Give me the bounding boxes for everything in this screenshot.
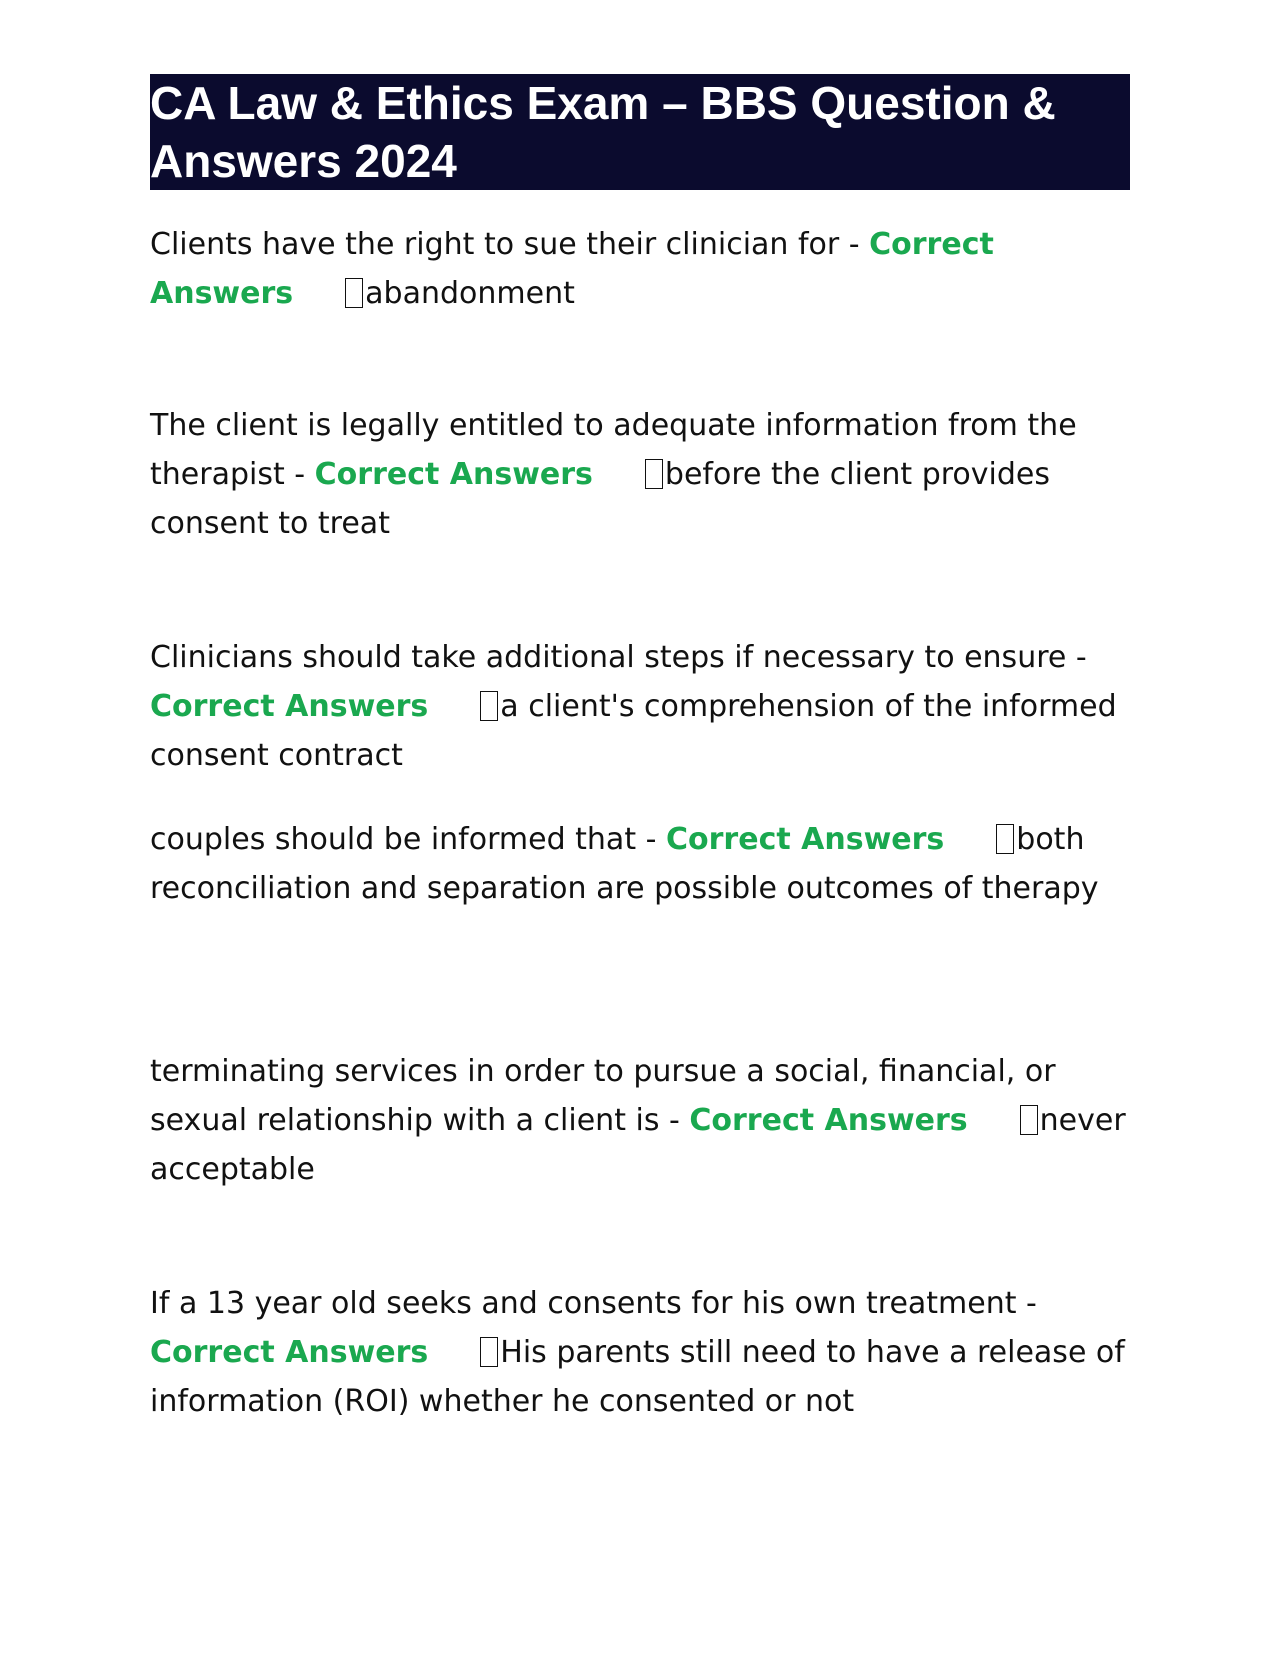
separator: -: [636, 822, 666, 857]
qa-item: [150, 633, 1130, 780]
missing-glyph-icon: [480, 691, 498, 721]
separator: -: [284, 457, 315, 492]
correct-answers-label: Correct Answers: [150, 1335, 429, 1370]
separator: -: [1016, 1286, 1037, 1321]
qa-item: [150, 220, 1130, 318]
qa-item: [150, 1047, 1130, 1194]
missing-glyph-icon: [645, 459, 663, 489]
correct-answers-label: Correct Answers: [150, 689, 429, 724]
question-text: Clinicians should take additional steps if necessary to ensure: [150, 640, 1067, 675]
qa-item: [150, 401, 1130, 548]
correct-answers-label: Correct Answers: [689, 1103, 968, 1138]
question-text: terminating services in order to pursue a social, financial, or sexual relationship with a client is: [150, 1054, 1056, 1138]
correct-answers-label: Correct Answers: [314, 457, 593, 492]
missing-glyph-icon: [480, 1337, 498, 1367]
document-page: [150, 74, 1130, 1419]
answer-text: never acceptable: [150, 1103, 1126, 1187]
answer-text: abandonment: [365, 276, 575, 311]
separator: -: [839, 227, 870, 262]
missing-glyph-icon: [345, 278, 363, 308]
question-text: The client is legally entitled to adequate information from the therapist: [150, 408, 1077, 492]
answer-text: His parents still need to have a release of information (ROI) whether he consented or not: [150, 1335, 1125, 1419]
correct-answers-label: Correct Answers: [150, 227, 994, 311]
question-text: Clients have the right to sue their clinician for: [150, 227, 840, 262]
correct-answers-label: Correct Answers: [666, 822, 945, 857]
answer-text: before the client provides consent to treat: [150, 457, 1050, 541]
missing-glyph-icon: [996, 824, 1014, 854]
separator: -: [1066, 640, 1087, 675]
question-text: If a 13 year old seeks and consents for his own treatment: [150, 1286, 1017, 1321]
answer-text: both reconciliation and separation are possible outcomes of therapy: [150, 822, 1099, 906]
qa-item: [150, 815, 1130, 913]
question-text: couples should be informed that: [150, 822, 637, 857]
missing-glyph-icon: [1020, 1105, 1038, 1135]
qa-item: [150, 1279, 1130, 1426]
separator: -: [659, 1103, 690, 1138]
answer-text: a client's comprehension of the informed consent contract: [150, 689, 1117, 773]
document-title: CA Law & Ethics Exam – BBS Question & Answers 2024: [150, 74, 1130, 190]
